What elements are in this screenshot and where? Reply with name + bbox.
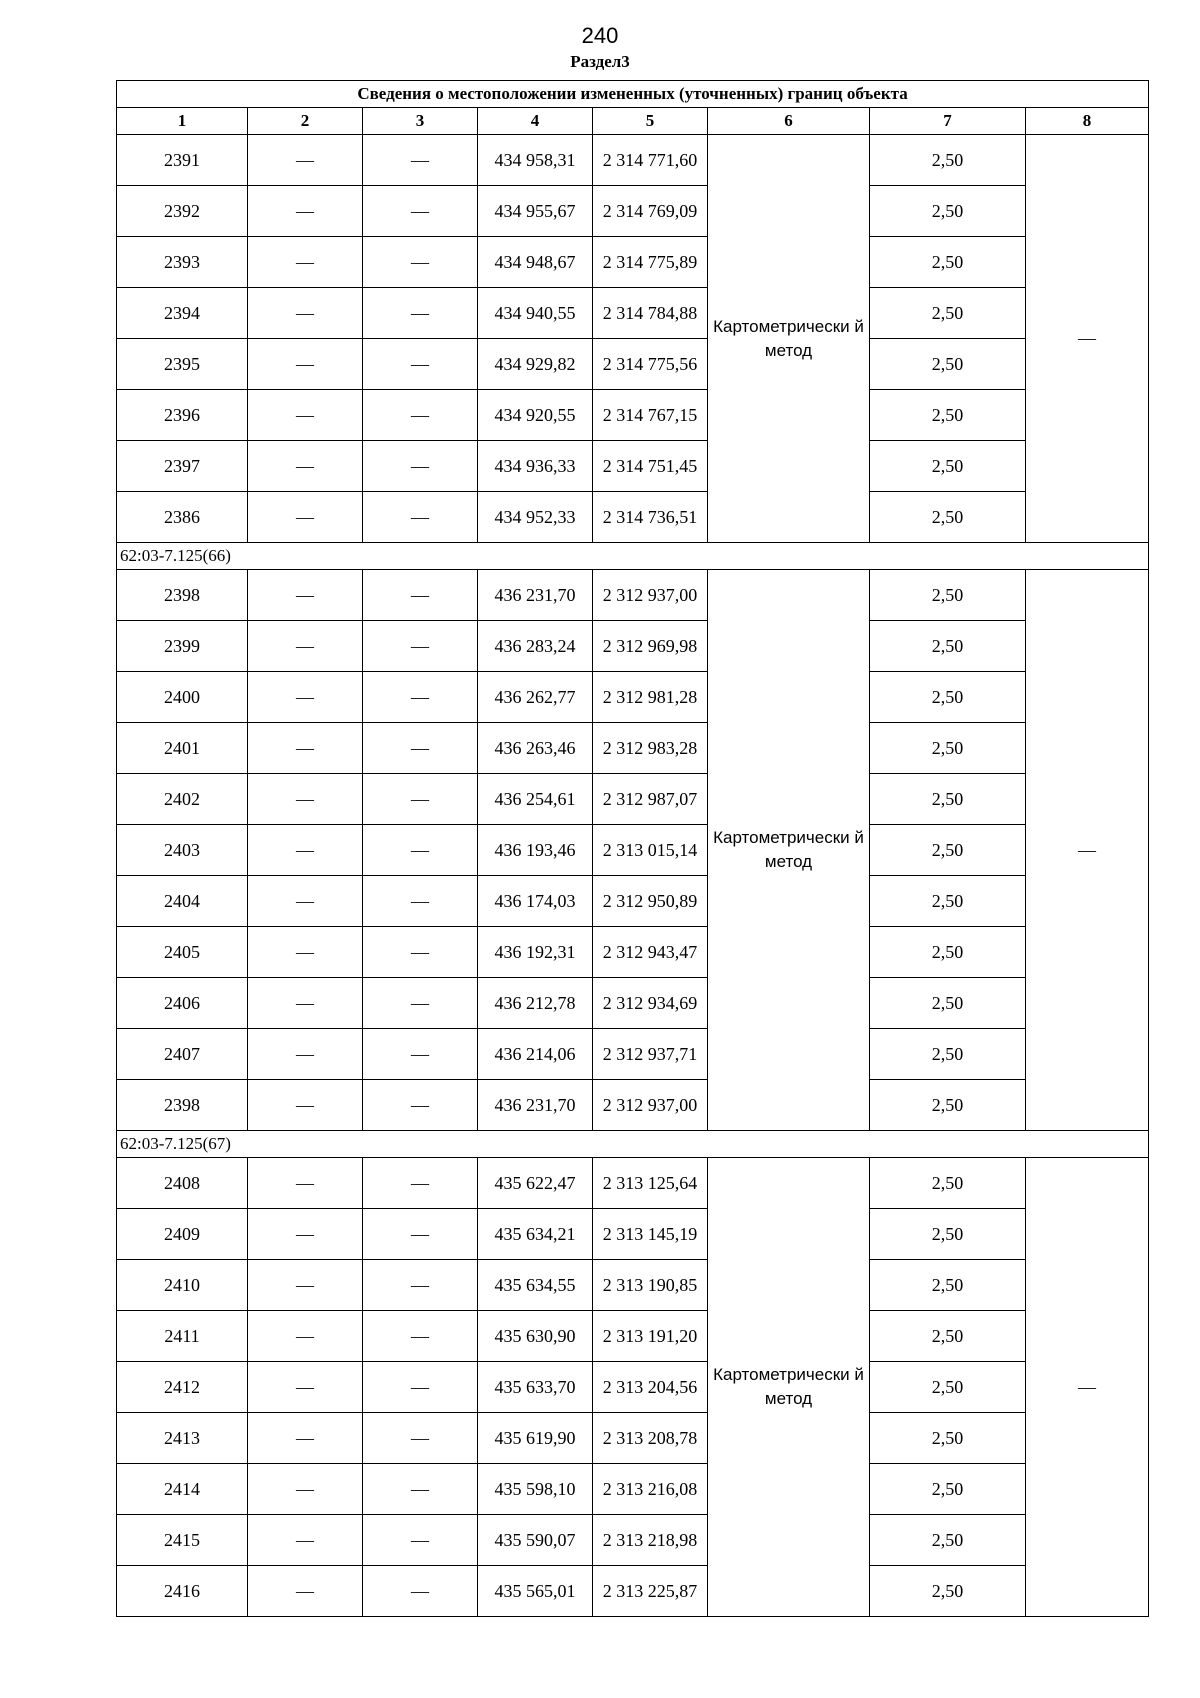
point-number-cell: 2400: [117, 672, 248, 723]
table-row: [117, 672, 1149, 723]
col3-cell: —: [363, 135, 478, 186]
x-coordinate-cell: 435 619,90: [478, 1413, 593, 1464]
col3-cell: —: [363, 288, 478, 339]
y-coordinate-cell: 2 313 216,08: [593, 1464, 708, 1515]
x-coordinate-cell: 436 231,70: [478, 570, 593, 621]
column-header: 2: [248, 108, 363, 135]
table-row: [117, 1209, 1149, 1260]
group-label-row: [117, 1131, 1149, 1158]
x-coordinate-cell: 435 634,55: [478, 1260, 593, 1311]
accuracy-cell: 2,50: [870, 390, 1026, 441]
col3-cell: —: [363, 672, 478, 723]
point-number-cell: 2386: [117, 492, 248, 543]
col2-cell: —: [248, 723, 363, 774]
accuracy-cell: 2,50: [870, 621, 1026, 672]
page-number: 240: [581, 23, 619, 48]
accuracy-cell: 2,50: [870, 1209, 1026, 1260]
x-coordinate-cell: 435 634,21: [478, 1209, 593, 1260]
col3-cell: —: [363, 1515, 478, 1566]
x-coordinate-cell: 435 565,01: [478, 1566, 593, 1617]
point-number-cell: 2413: [117, 1413, 248, 1464]
col2-cell: —: [248, 672, 363, 723]
col3-cell: —: [363, 1158, 478, 1209]
accuracy-cell: 2,50: [870, 876, 1026, 927]
x-coordinate-cell: 436 214,06: [478, 1029, 593, 1080]
group-label-row: [117, 543, 1149, 570]
x-coordinate-cell: 436 262,77: [478, 672, 593, 723]
x-coordinate-cell: 434 952,33: [478, 492, 593, 543]
y-coordinate-cell: 2 312 937,71: [593, 1029, 708, 1080]
column-header: 8: [1026, 108, 1149, 135]
accuracy-cell: 2,50: [870, 1158, 1026, 1209]
y-coordinate-cell: 2 314 775,89: [593, 237, 708, 288]
point-number-cell: 2397: [117, 441, 248, 492]
table-title: Сведения о местоположении измененных (уточненных) границ объекта: [117, 81, 1149, 108]
y-coordinate-cell: 2 314 775,56: [593, 339, 708, 390]
col2-cell: —: [248, 927, 363, 978]
boundary-table: [116, 80, 1149, 1617]
accuracy-cell: 2,50: [870, 339, 1026, 390]
y-coordinate-cell: 2 312 937,00: [593, 1080, 708, 1131]
x-coordinate-cell: 434 940,55: [478, 288, 593, 339]
col2-cell: —: [248, 978, 363, 1029]
col2-cell: —: [248, 876, 363, 927]
x-coordinate-cell: 436 231,70: [478, 1080, 593, 1131]
table-row: [117, 1413, 1149, 1464]
point-number-cell: 2409: [117, 1209, 248, 1260]
x-coordinate-cell: 436 212,78: [478, 978, 593, 1029]
group-label: 62:03-7.125(66): [117, 543, 1149, 570]
point-number-cell: 2393: [117, 237, 248, 288]
col3-cell: —: [363, 441, 478, 492]
col3-cell: —: [363, 237, 478, 288]
x-coordinate-cell: 435 622,47: [478, 1158, 593, 1209]
table-row: [117, 876, 1149, 927]
col3-cell: —: [363, 774, 478, 825]
x-coordinate-cell: 436 192,31: [478, 927, 593, 978]
y-coordinate-cell: 2 314 736,51: [593, 492, 708, 543]
table-row: [117, 825, 1149, 876]
x-coordinate-cell: 434 936,33: [478, 441, 593, 492]
col2-cell: —: [248, 441, 363, 492]
col2-cell: —: [248, 1515, 363, 1566]
col2-cell: —: [248, 1158, 363, 1209]
col3-cell: —: [363, 1260, 478, 1311]
col2-cell: —: [248, 1464, 363, 1515]
y-coordinate-cell: 2 314 769,09: [593, 186, 708, 237]
col3-cell: —: [363, 1311, 478, 1362]
point-number-cell: 2405: [117, 927, 248, 978]
col2-cell: —: [248, 1311, 363, 1362]
col3-cell: —: [363, 621, 478, 672]
accuracy-cell: 2,50: [870, 1413, 1026, 1464]
table-row: [117, 621, 1149, 672]
point-number-cell: 2394: [117, 288, 248, 339]
table-row: [117, 237, 1149, 288]
col2-cell: —: [248, 237, 363, 288]
point-number-cell: 2408: [117, 1158, 248, 1209]
col2-cell: —: [248, 1413, 363, 1464]
col3-cell: —: [363, 978, 478, 1029]
table-row: [117, 1362, 1149, 1413]
accuracy-cell: 2,50: [870, 978, 1026, 1029]
y-coordinate-cell: 2 313 208,78: [593, 1413, 708, 1464]
x-coordinate-cell: 436 263,46: [478, 723, 593, 774]
col8-cell: —: [1026, 135, 1149, 543]
col3-cell: —: [363, 1029, 478, 1080]
point-number-cell: 2411: [117, 1311, 248, 1362]
x-coordinate-cell: 435 598,10: [478, 1464, 593, 1515]
col3-cell: —: [363, 1209, 478, 1260]
col2-cell: —: [248, 621, 363, 672]
table-row: [117, 492, 1149, 543]
y-coordinate-cell: 2 312 983,28: [593, 723, 708, 774]
table-row: [117, 441, 1149, 492]
col2-cell: —: [248, 1362, 363, 1413]
col3-cell: —: [363, 1413, 478, 1464]
y-coordinate-cell: 2 313 015,14: [593, 825, 708, 876]
x-coordinate-cell: 436 193,46: [478, 825, 593, 876]
col2-cell: —: [248, 1080, 363, 1131]
x-coordinate-cell: 436 283,24: [478, 621, 593, 672]
accuracy-cell: 2,50: [870, 441, 1026, 492]
col3-cell: —: [363, 1566, 478, 1617]
point-number-cell: 2416: [117, 1566, 248, 1617]
accuracy-cell: 2,50: [870, 237, 1026, 288]
table-row: [117, 186, 1149, 237]
point-number-cell: 2415: [117, 1515, 248, 1566]
accuracy-cell: 2,50: [870, 723, 1026, 774]
y-coordinate-cell: 2 314 771,60: [593, 135, 708, 186]
table-row: [117, 1311, 1149, 1362]
y-coordinate-cell: 2 314 751,45: [593, 441, 708, 492]
point-number-cell: 2406: [117, 978, 248, 1029]
column-header: 1: [117, 108, 248, 135]
y-coordinate-cell: 2 314 784,88: [593, 288, 708, 339]
column-header: 4: [478, 108, 593, 135]
col3-cell: —: [363, 1362, 478, 1413]
y-coordinate-cell: 2 313 190,85: [593, 1260, 708, 1311]
accuracy-cell: 2,50: [870, 570, 1026, 621]
col3-cell: —: [363, 927, 478, 978]
y-coordinate-cell: 2 312 943,47: [593, 927, 708, 978]
col2-cell: —: [248, 1566, 363, 1617]
col2-cell: —: [248, 288, 363, 339]
accuracy-cell: 2,50: [870, 1464, 1026, 1515]
x-coordinate-cell: 434 948,67: [478, 237, 593, 288]
accuracy-cell: 2,50: [870, 492, 1026, 543]
table-row: [117, 978, 1149, 1029]
x-coordinate-cell: 434 958,31: [478, 135, 593, 186]
y-coordinate-cell: 2 312 987,07: [593, 774, 708, 825]
accuracy-cell: 2,50: [870, 288, 1026, 339]
col3-cell: —: [363, 876, 478, 927]
table-row: [117, 390, 1149, 441]
col3-cell: —: [363, 186, 478, 237]
accuracy-cell: 2,50: [870, 1566, 1026, 1617]
point-number-cell: 2395: [117, 339, 248, 390]
y-coordinate-cell: 2 312 950,89: [593, 876, 708, 927]
table-row: [117, 570, 1149, 621]
table-row: [117, 1260, 1149, 1311]
accuracy-cell: 2,50: [870, 186, 1026, 237]
col3-cell: —: [363, 339, 478, 390]
table-row: [117, 135, 1149, 186]
y-coordinate-cell: 2 313 225,87: [593, 1566, 708, 1617]
y-coordinate-cell: 2 312 981,28: [593, 672, 708, 723]
col3-cell: —: [363, 390, 478, 441]
method-cell: Картометрически й метод: [708, 1158, 870, 1617]
x-coordinate-cell: 435 633,70: [478, 1362, 593, 1413]
y-coordinate-cell: 2 313 191,20: [593, 1311, 708, 1362]
x-coordinate-cell: 436 174,03: [478, 876, 593, 927]
x-coordinate-cell: 434 920,55: [478, 390, 593, 441]
table-row: [117, 339, 1149, 390]
table-body: [117, 81, 1149, 1617]
x-coordinate-cell: 436 254,61: [478, 774, 593, 825]
accuracy-cell: 2,50: [870, 1260, 1026, 1311]
column-header: 6: [708, 108, 870, 135]
column-header: 5: [593, 108, 708, 135]
accuracy-cell: 2,50: [870, 1515, 1026, 1566]
col3-cell: —: [363, 1464, 478, 1515]
point-number-cell: 2392: [117, 186, 248, 237]
y-coordinate-cell: 2 313 125,64: [593, 1158, 708, 1209]
accuracy-cell: 2,50: [870, 1311, 1026, 1362]
section-title: Раздел3: [570, 52, 630, 71]
x-coordinate-cell: 435 630,90: [478, 1311, 593, 1362]
accuracy-cell: 2,50: [870, 825, 1026, 876]
table-row: [117, 774, 1149, 825]
col2-cell: —: [248, 1029, 363, 1080]
table-row: [117, 1029, 1149, 1080]
point-number-cell: 2399: [117, 621, 248, 672]
col8-cell: —: [1026, 570, 1149, 1131]
y-coordinate-cell: 2 312 934,69: [593, 978, 708, 1029]
accuracy-cell: 2,50: [870, 1362, 1026, 1413]
y-coordinate-cell: 2 312 969,98: [593, 621, 708, 672]
col8-cell: —: [1026, 1158, 1149, 1617]
col2-cell: —: [248, 1209, 363, 1260]
method-cell: Картометрически й метод: [708, 135, 870, 543]
col3-cell: —: [363, 492, 478, 543]
y-coordinate-cell: 2 313 204,56: [593, 1362, 708, 1413]
point-number-cell: 2412: [117, 1362, 248, 1413]
point-number-cell: 2398: [117, 570, 248, 621]
accuracy-cell: 2,50: [870, 927, 1026, 978]
accuracy-cell: 2,50: [870, 1029, 1026, 1080]
accuracy-cell: 2,50: [870, 672, 1026, 723]
column-header: 7: [870, 108, 1026, 135]
x-coordinate-cell: 434 929,82: [478, 339, 593, 390]
point-number-cell: 2414: [117, 1464, 248, 1515]
y-coordinate-cell: 2 312 937,00: [593, 570, 708, 621]
table-row: [117, 1080, 1149, 1131]
col2-cell: —: [248, 570, 363, 621]
col2-cell: —: [248, 774, 363, 825]
point-number-cell: 2398: [117, 1080, 248, 1131]
col3-cell: —: [363, 723, 478, 774]
point-number-cell: 2403: [117, 825, 248, 876]
point-number-cell: 2401: [117, 723, 248, 774]
table-row: [117, 927, 1149, 978]
point-number-cell: 2410: [117, 1260, 248, 1311]
column-header: 3: [363, 108, 478, 135]
col2-cell: —: [248, 492, 363, 543]
table-row: [117, 288, 1149, 339]
point-number-cell: 2396: [117, 390, 248, 441]
accuracy-cell: 2,50: [870, 1080, 1026, 1131]
group-label: 62:03-7.125(67): [117, 1131, 1149, 1158]
col2-cell: —: [248, 186, 363, 237]
table-row: [117, 1464, 1149, 1515]
col3-cell: —: [363, 570, 478, 621]
table-row: [117, 1566, 1149, 1617]
table-title-row: [117, 81, 1149, 108]
y-coordinate-cell: 2 314 767,15: [593, 390, 708, 441]
point-number-cell: 2407: [117, 1029, 248, 1080]
col2-cell: —: [248, 135, 363, 186]
accuracy-cell: 2,50: [870, 774, 1026, 825]
method-cell: Картометрически й метод: [708, 570, 870, 1131]
x-coordinate-cell: 434 955,67: [478, 186, 593, 237]
col2-cell: —: [248, 339, 363, 390]
y-coordinate-cell: 2 313 218,98: [593, 1515, 708, 1566]
col2-cell: —: [248, 825, 363, 876]
col2-cell: —: [248, 1260, 363, 1311]
point-number-cell: 2391: [117, 135, 248, 186]
accuracy-cell: 2,50: [870, 135, 1026, 186]
col3-cell: —: [363, 825, 478, 876]
table-row: [117, 723, 1149, 774]
table-row: [117, 1515, 1149, 1566]
x-coordinate-cell: 435 590,07: [478, 1515, 593, 1566]
y-coordinate-cell: 2 313 145,19: [593, 1209, 708, 1260]
table-row: [117, 1158, 1149, 1209]
column-header-row: [117, 108, 1149, 135]
point-number-cell: 2402: [117, 774, 248, 825]
col2-cell: —: [248, 390, 363, 441]
point-number-cell: 2404: [117, 876, 248, 927]
col3-cell: —: [363, 1080, 478, 1131]
